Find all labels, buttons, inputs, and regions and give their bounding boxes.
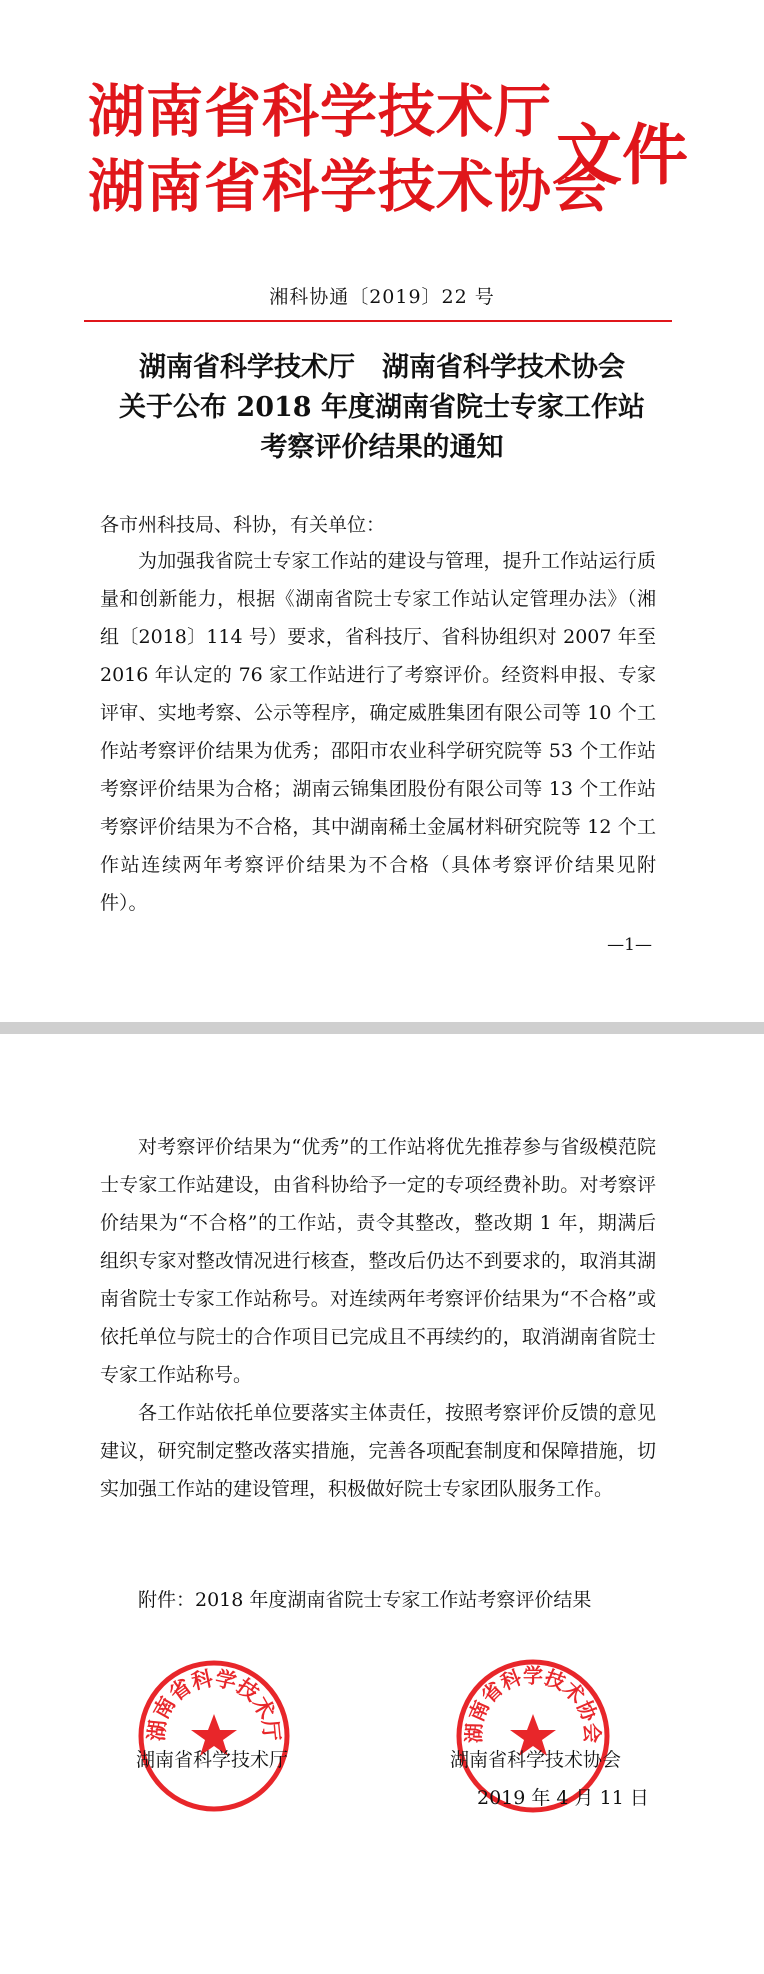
page-number: —1—	[607, 935, 652, 955]
body-paragraphs-page-2	[100, 1128, 656, 1508]
addressee-text: 各市州科技局、科协，有关单位：	[100, 514, 386, 536]
paragraph-text: 对考察评价结果为“优秀”的工作站将优先推荐参与省级模范院士专家工作站建设，由省科协给予一定的专项经费补助。对考察评价结果为“不合格”的工作站，责令其整改，整改期 1 年，期满后组织专家对整改情况进行核查，整改后仍达不到要求的，取消其湖南省院士专家工作站称号。对连续两年考察评价结果为“不合格”或依托单位与院士的合作项目已完成且不再续约的，取消湖南省院士专家工作站称号。	[100, 1136, 656, 1386]
page-separator	[0, 1022, 764, 1034]
notice-title-line-3: 考察评价结果的通知	[260, 432, 504, 463]
red-divider	[84, 320, 672, 322]
signatory-2: 湖南省科学技术协会	[450, 1749, 622, 1771]
issuer-name-2: 湖南省科学技术协会	[88, 153, 610, 220]
seal-2-text: 湖南省科学技术协会	[461, 1663, 605, 1744]
issuer-name-1: 湖南省科学技术厅	[88, 78, 552, 145]
paragraph-text: 各工作站依托单位要落实主体责任，按照考察评价反馈的意见建议，研究制定整改落实措施，完善各项配套制度和保障措施，切实加强工作站的建设管理，积极做好院士专家团队服务工作。	[100, 1402, 656, 1500]
issue-date: 2019 年 4 月 11 日	[477, 1787, 649, 1809]
signatory-1: 湖南省科学技术厅	[136, 1749, 289, 1771]
notice-title-line-2: 关于公布 2018 年度湖南省院士专家工作站	[119, 392, 645, 423]
document-number: 湘科协通〔2019〕22 号	[269, 286, 495, 308]
seal-1-text: 湖南省科学技术厅	[144, 1666, 284, 1743]
body-paragraph-1	[100, 542, 656, 922]
document-type-label: 文件	[556, 116, 688, 194]
official-seal-1	[136, 1658, 292, 1814]
paragraph-text: 为加强我省院士专家工作站的建设与管理，提升工作站运行质量和创新能力，根据《湖南省院士专家工作站认定管理办法》（湘组〔2018〕114 号）要求，省科技厅、省科协组织对 2007 年至 2016 年认定的 76 家工作站进行了考察评价。经资料申报、专家评审、实地考察、公示等程序，确定威胜集团有限公司等 10 个工作站考察评价结果为优秀；邵阳市农业科学研究院等 53 个工作站考察评价结果为合格；湖南云锦集团股份有限公司等 13 个工作站考察评价结果为不合格，其中湖南稀土金属材料研究院等 12 个工作站连续两年考察评价结果为不合格（具体考察评价结果见附件）。	[100, 550, 656, 914]
addressee	[100, 506, 656, 544]
notice-title-line-1: 湖南省科学技术厅 湖南省科学技术协会	[139, 352, 625, 383]
attachment-note: 附件：2018 年度湖南省院士专家工作站考察评价结果	[138, 1589, 592, 1611]
